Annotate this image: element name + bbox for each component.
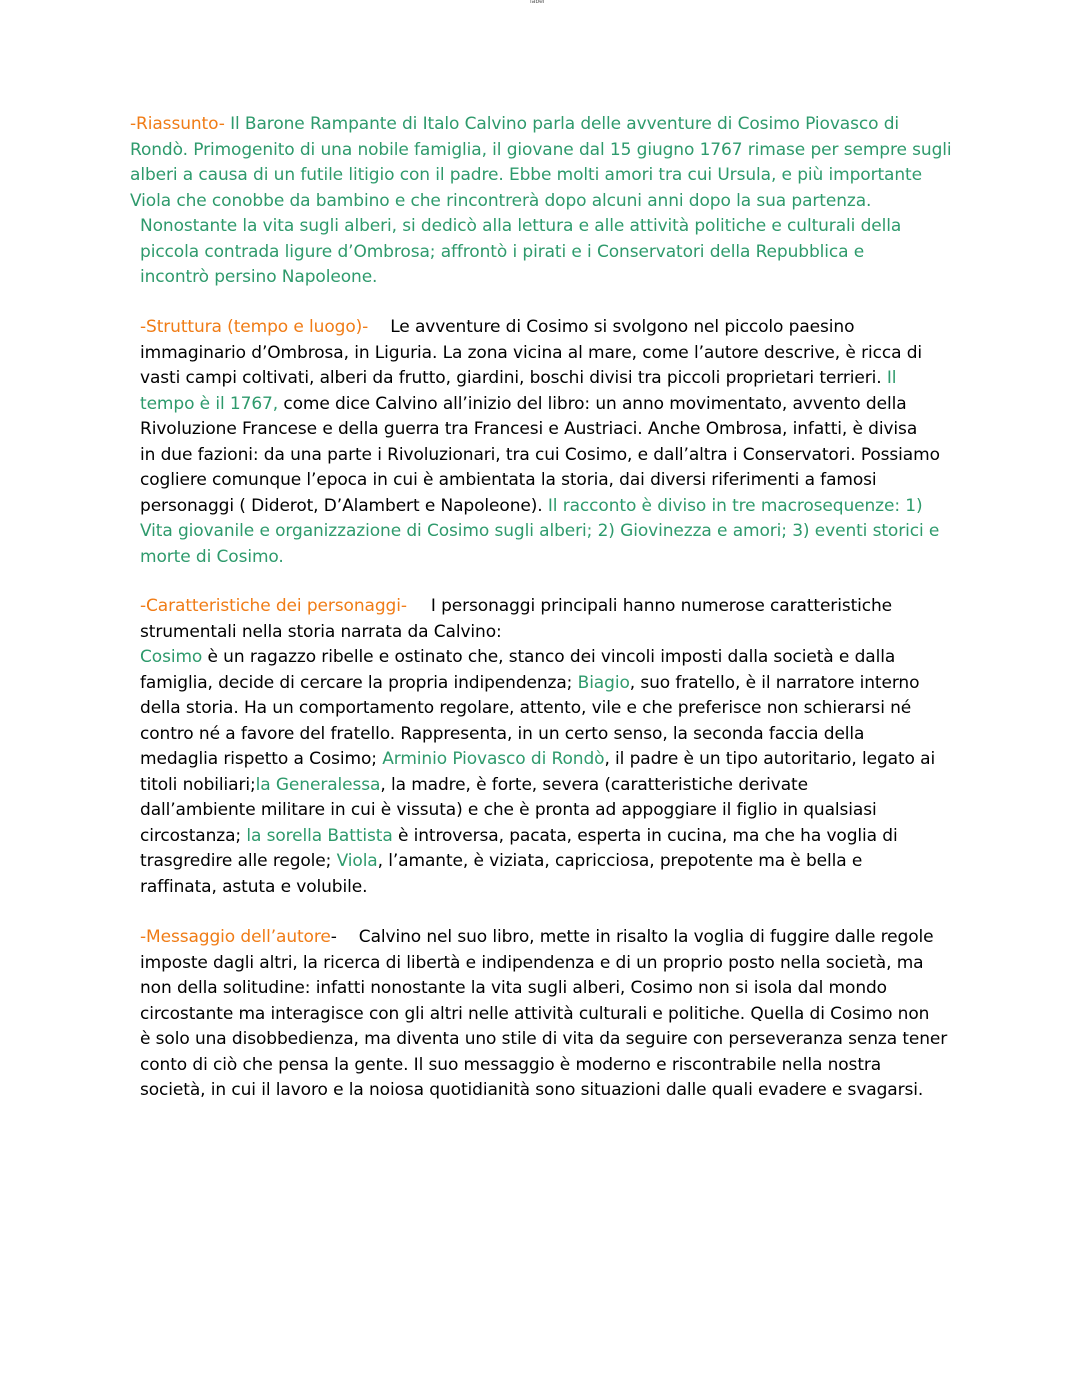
text-line: immaginario d’Ombrosa, in Liguria. La zona vicina al mare, come l’autore descrive, è ricca di	[140, 342, 923, 363]
text-segment: , l’amante, è viziata, capricciosa, prepotente ma è bella e	[377, 851, 863, 871]
section-heading: -Struttura (tempo e luogo)-	[140, 317, 369, 337]
text-line: società, in cui il lavoro e la noiosa quotidianità sono situazioni dalle quali evadere e svagarsi.	[140, 1080, 924, 1100]
text-line	[140, 849, 940, 875]
text-segment: Il racconto è diviso in tre macrosequenze: 1)	[542, 495, 923, 516]
text-line	[130, 112, 930, 138]
text-line	[140, 366, 940, 392]
text-line	[140, 594, 940, 620]
text-line: Rondò. Primogenito di una nobile famiglia, il giovane dal 15 giugno 1767 rimase per sempre sugli	[130, 139, 952, 160]
text-line	[140, 773, 940, 799]
text-line: circostante ma interagisce con gli altri nelle attività culturali e politiche. Quella di Cosimo non	[140, 1003, 930, 1024]
text-line: Rivoluzione Francese e della guerra tra Francesi e Austriaci. Anche Ombrosa, infatti, è divisa	[140, 419, 918, 439]
text-line	[140, 494, 940, 520]
text-line: conto di ciò che pensa la gente. Il suo messaggio è moderno e riscontrabile nella nostra	[140, 1054, 882, 1075]
text-segment: trasgredire alle regole;	[140, 851, 337, 871]
text-segment: titoli nobiliari;	[140, 774, 256, 795]
text-segment: famiglia, decide di cercare la propria indipendenza;	[140, 672, 578, 693]
messaggio-section	[140, 925, 948, 1104]
text-line: imposte dagli altri, la ricerca di libertà e indipendenza e di un proprio posto nella società, ma	[140, 952, 924, 973]
character-name: Viola	[336, 851, 378, 871]
text-segment: personaggi ( Diderot, D’Alambert e Napoleone).	[140, 495, 543, 516]
section-heading: -Riassunto-	[130, 114, 225, 134]
character-name: Biagio	[577, 672, 630, 693]
text-line: alberi a causa di un futile litigio con il padre. Ebbe molti amori tra cui Ursula, e più importante	[130, 165, 922, 185]
struttura-section	[140, 315, 940, 570]
text-segment: circostanza;	[140, 825, 247, 846]
heading-dash: -	[330, 927, 337, 947]
character-name: Cosimo	[140, 647, 203, 667]
text-segment: , suo fratello, è il narratore interno	[629, 672, 920, 693]
text-segment: medaglia rispetto a Cosimo;	[140, 749, 383, 769]
character-name: Arminio Piovasco di Rondò	[382, 749, 605, 769]
text-segment: I personaggi principali hanno numerose caratteristiche	[430, 596, 893, 616]
character-name: la Generalessa	[255, 774, 381, 795]
text-line	[140, 671, 940, 697]
riassunto-section	[130, 112, 952, 291]
text-segment: come dice Calvino all’inizio del libro: un anno movimentato, avvento della	[278, 393, 907, 414]
text-segment: vasti campi coltivati, alberi da frutto, giardini, boschi divisi tra piccoli proprietari terrieri.	[140, 368, 882, 388]
text-segment: tempo è il 1767,	[140, 393, 279, 414]
text-line: in due fazioni: da una parte i Rivoluzionari, tra cui Cosimo, e dall’altra i Conservatori. Possiamo	[140, 444, 940, 465]
text-line	[140, 925, 940, 951]
text-segment: Il	[881, 368, 897, 388]
text-segment: , il padre è un tipo autoritario, legato ai	[604, 749, 936, 769]
text-line	[140, 392, 940, 418]
text-line: piccola contrada ligure d’Ombrosa; affrontò i pirati e i Conservatori della Repubblica e	[140, 241, 865, 262]
text-line: raffinata, astuta e volubile.	[140, 876, 368, 897]
section-heading: -Caratteristiche dei personaggi-	[140, 596, 407, 616]
text-segment: Le avventure di Cosimo si svolgono nel piccolo paesino	[390, 317, 855, 337]
text-line: della storia. Ha un comportamento regolare, attento, vile e che preferisce non schierarsi né	[140, 698, 912, 718]
text-line: Viola che conobbe da bambino e che rincontrerà dopo alcuni anni dopo la sua partenza.	[130, 190, 872, 211]
page-header-mark: label	[530, 0, 545, 5]
text-line: strumentali nella storia narrata da Calvino:	[140, 621, 502, 642]
text-line	[140, 824, 940, 850]
text-segment: , la madre, è forte, severa (caratteristiche derivate	[380, 774, 808, 795]
text-segment: Calvino nel suo libro, mette in risalto la voglia di fuggire dalle regole	[358, 927, 934, 947]
section-heading: -Messaggio dell’autore	[140, 927, 331, 947]
text-line: è solo una disobbedienza, ma diventa uno stile di vita da seguire con perseveranza senza tener	[140, 1029, 948, 1049]
character-name: la sorella Battista	[246, 825, 393, 846]
text-line: Nonostante la vita sugli alberi, si dedicò alla lettura e alle attività politiche e culturali della	[140, 216, 902, 236]
text-line: incontrò persino Napoleone.	[140, 267, 378, 287]
text-line	[140, 645, 940, 671]
text-line: morte di Cosimo.	[140, 546, 284, 567]
text-line: cogliere comunque l’epoca in cui è ambientata la storia, dai diversi riferimenti a famosi	[140, 470, 877, 490]
text-line: dall’ambiente militare in cui è vissuta) e che è pronta ad appoggiare il figlio in qualsiasi	[140, 800, 877, 820]
text-segment: è un ragazzo ribelle e ostinato che, stanco dei vincoli imposti dalla società e dalla	[202, 647, 896, 667]
text-segment: è introversa, pacata, esperta in cucina, ma che ha voglia di	[392, 825, 898, 846]
text-line: Vita giovanile e organizzazione di Cosimo sugli alberi; 2) Giovinezza e amori; 3) eventi storici e	[140, 521, 940, 541]
text-line	[140, 315, 940, 341]
text-line	[140, 747, 940, 773]
text-segment: Il Barone Rampante di Italo Calvino parla delle avventure di Cosimo Piovasco di	[224, 114, 900, 134]
text-line: contro né a favore del fratello. Rappresenta, in un certo senso, la seconda faccia della	[140, 723, 865, 744]
personaggi-section	[140, 594, 940, 900]
text-line: non della solitudine: infatti nonostante la vita sugli alberi, Cosimo non si isola dal mondo	[140, 978, 887, 998]
